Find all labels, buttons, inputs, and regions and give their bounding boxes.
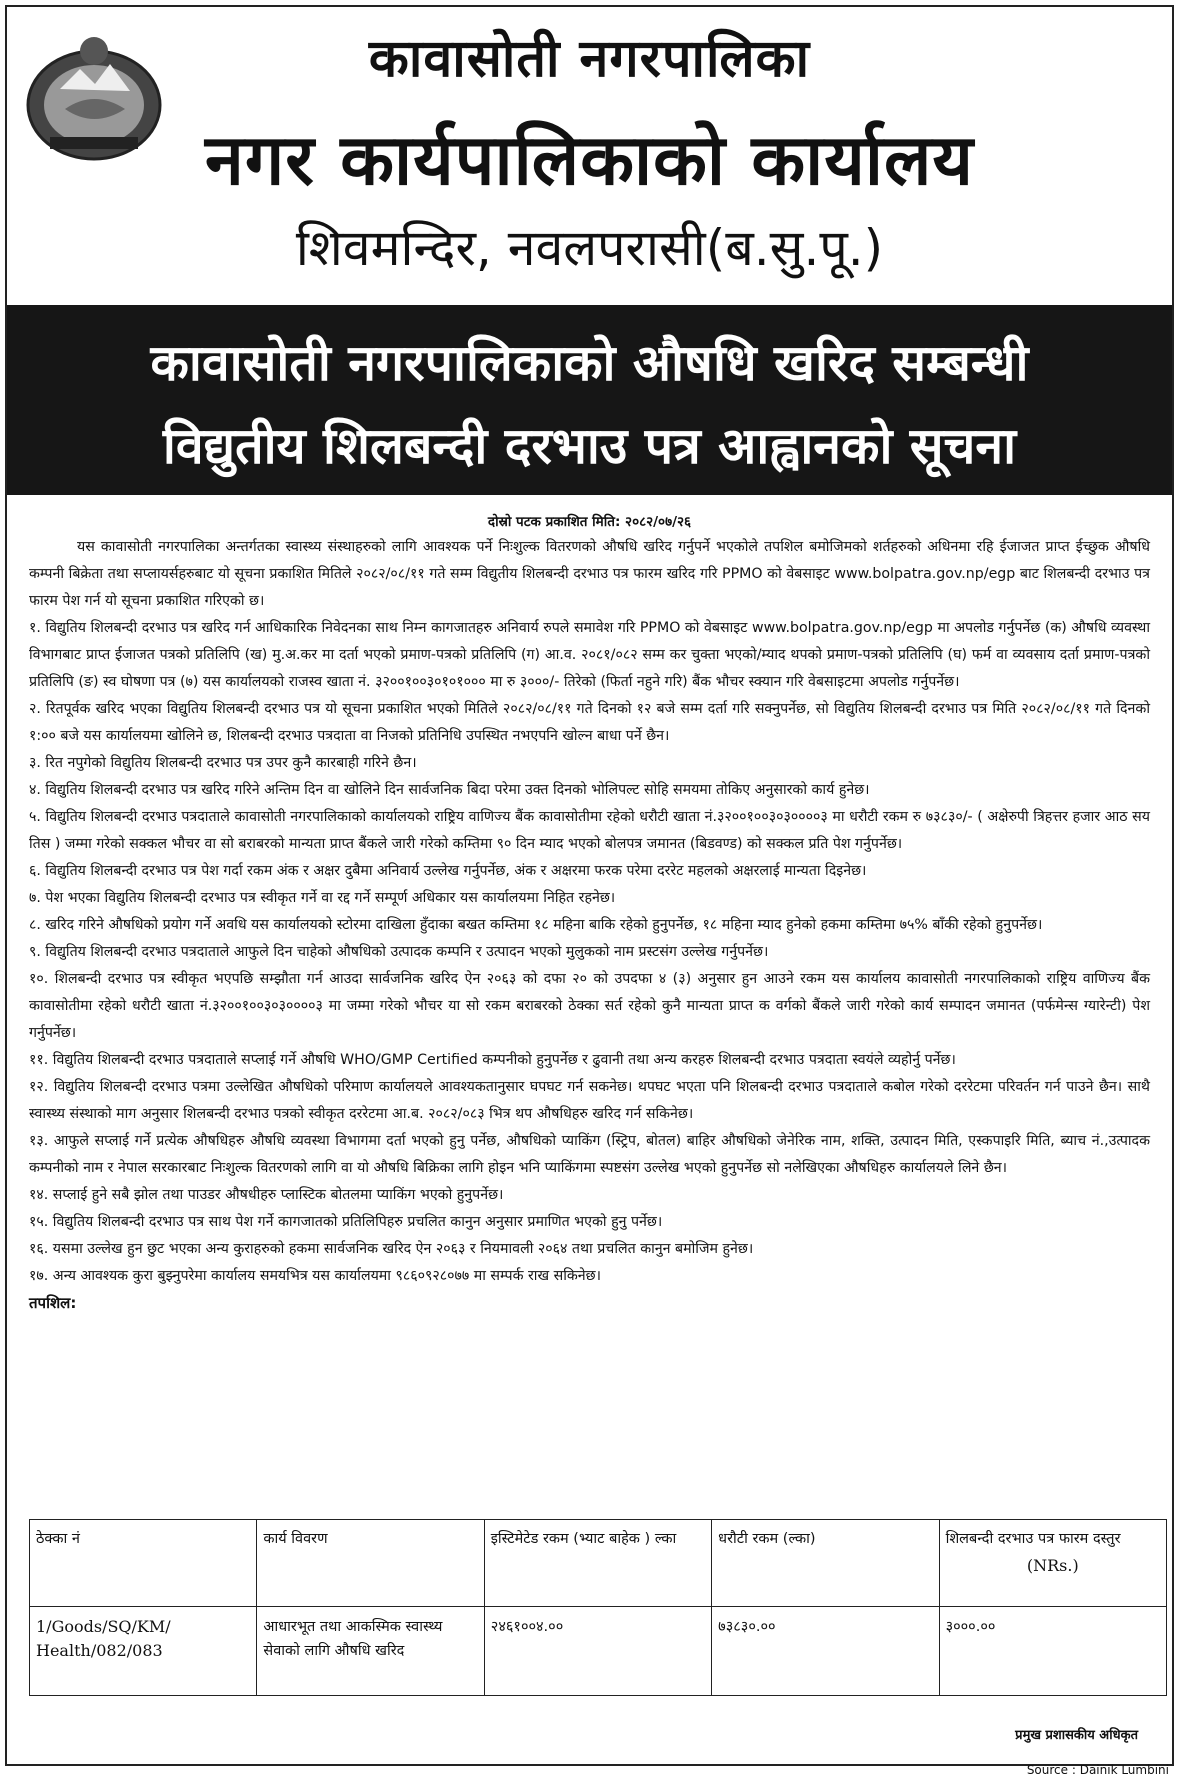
notice-title-banner (7, 305, 1172, 495)
condition-item: १३. आफुले सप्लाई गर्ने प्रत्येक औषधिहरु औषधि व्यवस्था विभागमा दर्ता भएको हुनु पर्नेछ, औषधिको प्याकिंग (स्ट्रिप, बोतल) बाहिर औषधिको जेनेरिक नाम, शक्ति, उत्पादन मिति, एस्कपाइरि मिति, ब्याच नं.,उत्पादक कम्पनीको नाम र नेपाल सरकारबाट निःशुल्क वितरणको लागि वा यो औषधि बिक्रिका लागि होइन भनि प्याकिंगमा स्पष्टसंग उल्लेख भएको हुनुपर्नेछ सो नलेखिएका औषधिहरु कार्यालयले लिने छैन। (29, 1133, 1150, 1176)
condition-item: २. रितपूर्वक खरिद भएका विद्युतिय शिलबन्दी दरभाउ पत्र यो सूचना प्रकाशित भएको मितिले २०८२/०८/११ गते दिनको १२ बजे सम्म दर्ता गरि सक्नुपर्नेछ, सो विद्युतिय शिलबन्दी दरभाउ पत्र मिति २०८२/०८/११ गते दिनको १:०० बजे यस कार्यालयमा खोलिने छ, शिलबन्दी दरभाउ पत्रदाता वा निजको प्रतिनिधि उपस्थित नभएपनि खोल्न बाधा पर्ने छैन। (29, 701, 1150, 744)
notice-title-line2: विद्युतीय शिलबन्दी दरभाउ पत्र आह्वानको सूचना (162, 417, 1017, 475)
condition-item: १०. शिलबन्दी दरभाउ पत्र स्वीकृत भएपछि सम्झौता गर्न आउदा सार्वजनिक खरिद ऐन २०६३ को दफा २० को उपदफा ४ (३) अनुसार हुन आउने रकम यस कार्यालय कावासोती नगरपालिकाको राष्ट्रिय वाणिज्य बैंक कावासोतीमा रहेको धरौटी खाता नं.३२००१००३०३००००३ मा जम्मा गरेको भौचर या सो रकम बराबरको ठेक्का सर्त रहेको कुनै मान्यता प्राप्त क वर्गको बैंकले जारी गरेको कार्य सम्पादन जमानत (पर्फमेन्स ग्यारेन्टी) पेश गर्नुपर्नेछ। (29, 971, 1150, 1041)
municipality-name: कावासोती नगरपालिका (368, 29, 811, 89)
publish-date: दोस्रो पटक प्रकाशित मिति: २०८२/०७/२६ (487, 514, 692, 530)
column-header: धरौटी रकम (ल्का) (712, 1520, 939, 1607)
deposit-amount-cell: ७३८३०.०० (712, 1607, 939, 1696)
condition-item: १२. विद्युतिय शिलबन्दी दरभाउ पत्रमा उल्लेखित औषधिको परिमाण कार्यालयले आवश्यकतानुसार घपघट गर्न सकनेछ। थपघट भएता पनि शिलबन्दी दरभाउ पत्रदाताले कबोल गरेको दररेटमा परिवर्तन गर्न पाउने छैन। साथै स्वास्थ्य संस्थाको माग अनुसार शिलबन्दी दरभाउ पत्रको स्वीकृत दररेटमा आ.ब. २०८२/०८३ भित्र थप औषधिहरु खरिद गर्न सकिनेछ। (29, 1079, 1150, 1122)
office-address: शिवमन्दिर, नवलपरासी(ब.सु.पू.) (295, 219, 884, 277)
condition-item: ११. विद्युतिय शिलबन्दी दरभाउ पत्रदाताले सप्लाई गर्ने औषधि WHO/GMP Certified कम्पनीको हुनुपर्नेछ र ढुवानी तथा अन्य करहरु शिलबन्दी दरभाउ पत्रदाता स्वयंले व्यहोर्नु पर्नेछ। (29, 1052, 956, 1068)
condition-item: १७. अन्य आवश्यक कुरा बुझ्नुपरेमा कार्यालय समयभित्र यस कार्यालयमा ९८६०९२८०७७ मा सम्पर्क राख सकिनेछ। (29, 1268, 601, 1284)
notice-title-line1: कावासोती नगरपालिकाको औषधि खरिद सम्बन्धी (150, 334, 1029, 392)
condition-item: ९. विद्युतिय शिलबन्दी दरभाउ पत्रदाताले आफुले दिन चाहेको औषधिको उत्पादक कम्पनि र उत्पादन भएको मुलुकको नाम प्रस्टसंग उल्लेख गर्नुपर्नेछ। (29, 944, 769, 960)
column-header: कार्य विवरण (257, 1520, 484, 1607)
fee-header-label: शिलबन्दी दरभाउ पत्र फारम दस्तुर (945, 1531, 1121, 1547)
condition-item: ३. रित नपुगेको विद्युतिय शिलबन्दी दरभाउ पत्र उपर कुनै कारबाही गरिने छैन। (29, 755, 417, 771)
column-header: इस्टिमेटेड रकम (भ्याट बाहेक ) ल्का (484, 1520, 711, 1607)
notice-page (5, 5, 1174, 1766)
condition-item: १. विद्युतिय शिलबन्दी दरभाउ पत्र खरिद गर्न आधिकारिक निवेदनका साथ निम्न कागजातहरु अनिवार्य रुपले समावेश गरि PPMO को वेबसाइट www.bolpatra.gov.np/egp मा अपलोड गर्नुपर्नेछ (क) औषधि व्यवस्था विभागबाट प्राप्त ईजाजत पत्रको प्रतिलिपि (ख) मु.अ.कर मा दर्ता भएको प्रमाण-पत्रको प्रतिलिपि (ग) आ.व. २०८१/०८२ सम्म कर चुक्ता भएको/म्याद थपको प्रमाण-पत्रको प्रतिलिपि (घ) फर्म वा व्यवसाय दर्ता प्रमाण-पत्रको प्रतिलिपि (ङ) स्व घोषणा पत्र (७) यस कार्यालयको राजस्व खाता नं. ३२००१००३०१०१००० मा रु ३०००/- तिरेको (फिर्ता नहुने गरि) बैंक भौचर स्क्यान गरि वेबसाइटमा अपलोड गर्नुपर्नेछ। (29, 620, 1150, 690)
description-cell: आधारभूत तथा आकस्मिक स्वास्थ्य सेवाको लागि औषधि खरिद (257, 1607, 484, 1696)
header (7, 7, 1172, 303)
signatory: प्रमुख प्रशासकीय अधिकृत (1015, 1728, 1138, 1743)
notice-body (29, 512, 1150, 1314)
condition-item: १५. विद्युतिय शिलबन्दी दरभाउ पत्र साथ पेश गर्ने कागजातको प्रतिलिपिहरु प्रचलित कानुन अनुसार प्रमाणित भएको हुनु पर्नेछ। (29, 1214, 663, 1230)
condition-item: १६. यसमा उल्लेख हुन छुट भएका अन्य कुराहरुको हकमा सार्वजनिक खरिद ऐन २०६३ र नियमावली २०६४ तथा प्रचलित कानुन बमोजिम हुनेछ। (29, 1241, 754, 1257)
source-credit: Source : Dainik Lumbini (1026, 1763, 1169, 1777)
condition-item: ७. पेश भएका विद्युतिय शिलबन्दी दरभाउ पत्र स्वीकृत गर्ने वा रद्द गर्ने सम्पूर्ण अधिकार यस कार्यालयमा निहित रहनेछ। (29, 890, 616, 906)
contract-number-cell: 1/Goods/SQ/KM/ Health/082/083 (30, 1607, 257, 1696)
notice-intro: यस कावासोती नगरपालिका अन्तर्गतका स्वास्थ्य संस्थाहरुको लागि आवश्यक पर्ने निःशुल्क वितरणको औषधि खरिद गर्नुपर्ने भएकोले तपशिल बमोजिमको शर्तहरुको अधिनमा रहि ईजाजत प्राप्त ईच्छुक औषधि कम्पनी बिक्रेता तथा सप्लायर्सहरुबाट यो सूचना प्रकाशित मितिले २०८२/०८/११ गते सम्म विद्युतीय शिलबन्दी दरभाउ पत्र फारम खरिद गरि PPMO को वेबसाइट www.bolpatra.gov.np/egp बाट शिलबन्दी दरभाउ पत्र फारम पेश गर्न यो सूचना प्रकाशित गरिएको छ। (29, 539, 1150, 609)
tapasil-label: तपशिल: (29, 1294, 77, 1312)
condition-item: १४. सप्लाई हुने सबै झोल तथा पाउडर औषधीहरु प्लास्टिक बोतलमा प्याकिंग भएको हुनुपर्नेछ। (29, 1187, 504, 1203)
table-row (30, 1607, 1167, 1696)
column-header (939, 1520, 1166, 1607)
condition-item: ६. विद्युतिय शिलबन्दी दरभाउ पत्र पेश गर्दा रकम अंक र अक्षर दुबैमा अनिवार्य उल्लेख गर्नुपर्नेछ, अंक र अक्षरमा फरक परेमा दररेट महलको अक्षरलाई मान्यता दिइनेछ। (29, 863, 867, 879)
column-header: ठेक्का नं (30, 1520, 257, 1607)
fee-currency-label: (NRs.) (1026, 1556, 1079, 1575)
condition-item: ५. विद्युतिय शिलबन्दी दरभाउ पत्रदाताले कावासोती नगरपालिकाको कार्यालयको राष्ट्रिय वाणिज्य बैंक कावासोतीमा रहेको धरौटी खाता नं.३२००१००३०३००००३ मा धरौटी रकम रु ७३८३०/- ( अक्षेरुपी त्रिहत्तर हजार आठ सय तिस ) जम्मा गरेको सक्कल भौचर वा सो बराबरको मान्यता प्राप्त बैंकले जारी गरेको कम्तिमा ९० दिन म्याद भएको बोलपत्र जमानत (बिडवण्ड) को सक्कल प्रति पेश गर्नुपर्नेछ। (29, 809, 1150, 852)
tender-table (29, 1519, 1167, 1696)
condition-item: ८. खरिद गरिने औषधिको प्रयोग गर्ने अवधि यस कार्यालयको स्टोरमा दाखिला हुँदाका बखत कम्तिमा १८ महिना बाकि रहेको हुनुपर्नेछ, १८ महिना म्याद हुनेको हकमा कम्तिमा ७५% बाँकी रहेको हुनुपर्नेछ। (29, 917, 1043, 933)
condition-item: ४. विद्युतिय शिलबन्दी दरभाउ पत्र खरिद गरिने अन्तिम दिन वा खोलिने दिन सार्वजनिक बिदा परेमा उक्त दिनको भोलिपल्ट सोहि समयमा तोकिए अनुसारको कार्य हुनेछ। (29, 782, 870, 798)
table-header-row (30, 1520, 1167, 1607)
form-fee-cell: ३०००.०० (939, 1607, 1166, 1696)
estimated-amount-cell: २४६१००४.०० (484, 1607, 711, 1696)
office-name: नगर कार्यपालिकाको कार्यालय (204, 119, 975, 201)
